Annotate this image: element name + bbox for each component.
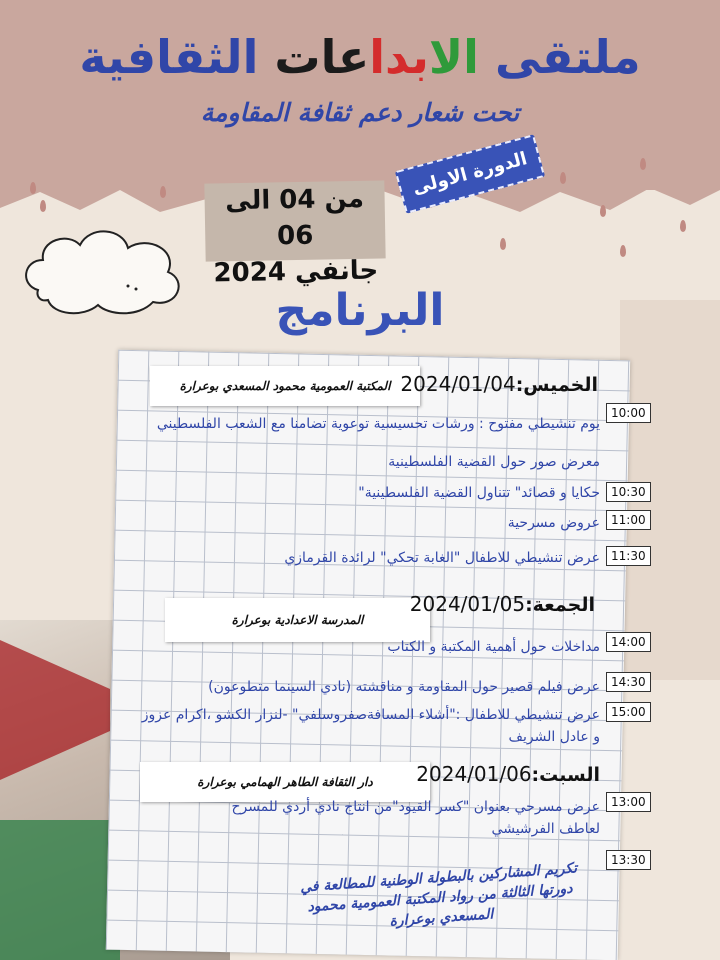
program-item: عرض فيلم قصير حول المقاومة و مناقشته (نادي السينما متطوعون) [208,679,600,695]
time-slot: 14:00 [606,632,651,652]
time-slot: 13:30 [606,850,651,870]
program-title: البرنامج [275,285,445,336]
date-box [204,180,385,289]
venue-label-day3: دار الثقافة الطاهر الهمامي بوعرارة [140,762,430,802]
event-title: ملتقى الابداعات الثقافية [79,30,641,84]
slogan: تحت شعار دعم ثقافة المقاومة [200,98,520,127]
date-month-year: جانفي 2024 [213,255,379,289]
venue-label-day2: المدرسة الاعدادية بوعرارة [165,598,430,642]
day-heading-day2: الجمعة:2024/01/05 [409,592,595,616]
time-slot: 11:00 [606,510,651,530]
flag-green-decoration [0,820,120,960]
program-item: حكايا و قصائد" تتناول القضية الفلسطينية" [358,485,600,501]
time-slot: 10:00 [606,403,651,423]
time-slot: 13:00 [606,792,651,812]
program-item: يوم تنشيطي مفتوح : ورشات تحسيسية توعوية تضامنا مع الشعب الفلسطيني [156,416,600,432]
date-range: من 04 الى 06 [224,183,365,252]
day-heading-day3: السبت:2024/01/06 [416,762,600,786]
time-slot: 15:00 [606,702,651,722]
time-slot: 11:30 [606,546,651,566]
program-item: عرض تنشيطي للاطفال :"أشلاء المسافةصفروسلفي" -لنزار الكشو ،اكرام عزوز و عادل الشريف [141,707,600,745]
time-slot: 10:30 [606,482,651,502]
venue-label-day1: المكتبة العمومية محمود المسعدي بوعرارة [150,366,420,406]
program-item: عرض مسرحي بعنوان "كسر القيود"من انتاج نادي أردي للمسرح لعاطف الفرشيشي [231,799,600,837]
day-heading-day1: الخميس:2024/01/04 [400,372,598,396]
edition-badge: الدورة الاولى [395,134,545,214]
program-item: عروض مسرحية [507,515,600,531]
time-slot: 14:30 [606,672,651,692]
closing-note: تكريم المشاركين بالبطولة الوطنية للمطالعة في دورتها الثالثة من رواد المكتبة العمومية محمود المسعدي بوعرارة [299,860,578,930]
program-item: معرض صور حول القضية الفلسطينية [388,454,600,470]
program-item: عرض تنشيطي للاطفال "الغابة تحكي" لرائدة القرمازي [284,550,600,566]
program-item: مداخلات حول أهمية المكتبة و الكتاب [387,639,600,655]
